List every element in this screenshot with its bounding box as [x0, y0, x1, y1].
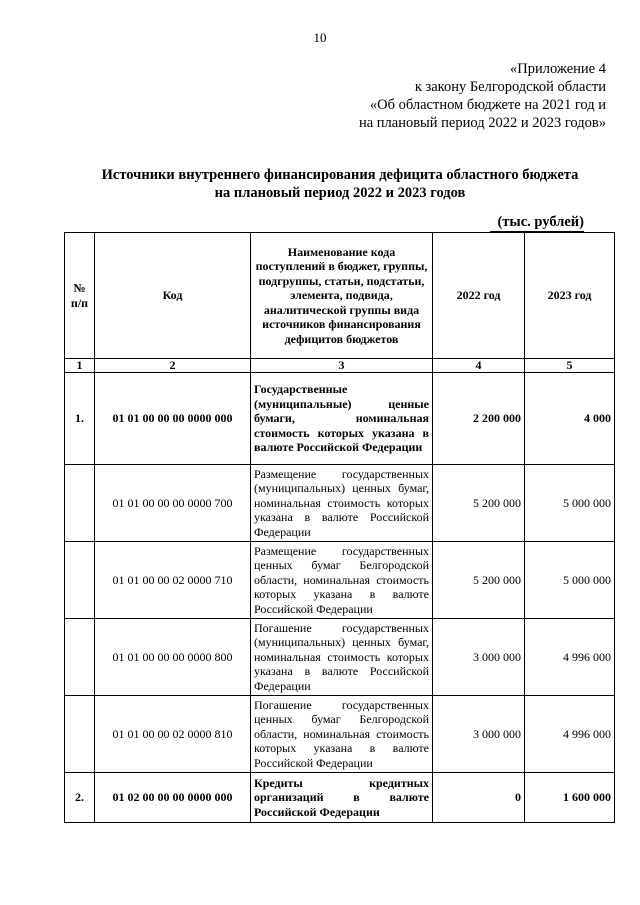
- row-value-2023: 4 996 000: [525, 619, 615, 696]
- appendix-line-4: на плановый период 2022 и 2023 годов»: [358, 115, 606, 131]
- row-code: 01 02 00 00 00 0000 000: [95, 773, 251, 823]
- table-header-row: [65, 233, 615, 359]
- row-value-2022: 0: [433, 773, 525, 823]
- row-name: Размещение государственных ценных бумаг Белгородской области, номинальная стоимость которых указана в валюте Российской Федерации: [251, 542, 433, 619]
- row-num: [65, 696, 95, 773]
- row-value-2022: 5 200 000: [433, 465, 525, 542]
- row-name: Погашение государственных ценных бумаг Белгородской области, номинальная стоимость которых указана в валюте Российской Федерации: [251, 696, 433, 773]
- row-name: Размещение государственных (муниципальных) ценных бумаг, номинальная стоимость которых указана в валюте Российской Федерации: [251, 465, 433, 542]
- row-code: 01 01 00 00 00 0000 800: [95, 619, 251, 696]
- row-value-2023: 4 000: [525, 373, 615, 465]
- col-number: 4: [433, 359, 525, 373]
- col-number: 1: [65, 359, 95, 373]
- row-code: 01 01 00 00 00 0000 700: [95, 465, 251, 542]
- row-value-2022: 5 200 000: [433, 542, 525, 619]
- row-num: [65, 619, 95, 696]
- title-line-1: Источники внутреннего финансирования дефицита областного бюджета: [101, 167, 579, 183]
- table-row: [65, 773, 615, 823]
- header-2023: 2023 год: [525, 233, 615, 359]
- column-number-row: [65, 359, 615, 373]
- title-line-2: на плановый период 2022 и 2023 годов: [214, 185, 466, 201]
- header-2022: 2022 год: [433, 233, 525, 359]
- col-number: 2: [95, 359, 251, 373]
- row-code: 01 01 00 00 02 0000 710: [95, 542, 251, 619]
- header-num: № п/п: [65, 233, 95, 359]
- appendix-header: [359, 60, 606, 132]
- table-row: [65, 373, 615, 465]
- row-value-2022: 3 000 000: [433, 619, 525, 696]
- row-code: 01 01 00 00 02 0000 810: [95, 696, 251, 773]
- row-name: Государственные (муниципальные) ценные бумаги, номинальная стоимость которых указана в валюте Российской Федерации: [251, 373, 433, 465]
- document-title: [60, 166, 620, 202]
- row-value-2023: 5 000 000: [525, 465, 615, 542]
- header-name: Наименование кода поступлений в бюджет, группы, подгруппы, статьи, подстатьи, элемента, подвида, аналитической группы вида источников финансирования дефицитов бюджетов: [251, 233, 433, 359]
- row-value-2023: 4 996 000: [525, 696, 615, 773]
- row-value-2022: 2 200 000: [433, 373, 525, 465]
- row-value-2022: 3 000 000: [433, 696, 525, 773]
- table-row: [65, 619, 615, 696]
- row-num: [65, 542, 95, 619]
- col-number: 3: [251, 359, 433, 373]
- units-label: (тыс. рублей): [497, 214, 584, 230]
- row-name: Погашение государственных (муниципальных) ценных бумаг, номинальная стоимость которых указана в валюте Российской Федерации: [251, 619, 433, 696]
- appendix-line-1: «Приложение 4: [510, 61, 606, 77]
- table-row: [65, 542, 615, 619]
- row-num: 1.: [65, 373, 95, 465]
- header-code: Код: [95, 233, 251, 359]
- financing-sources-table: [64, 232, 615, 823]
- table-row: [65, 696, 615, 773]
- row-num: [65, 465, 95, 542]
- table-row: [65, 465, 615, 542]
- row-num: 2.: [65, 773, 95, 823]
- row-name: Кредиты кредитных организаций в валюте Российской Федерации: [251, 773, 433, 823]
- appendix-line-3: «Об областном бюджете на 2021 год и: [369, 97, 606, 113]
- appendix-line-2: к закону Белгородской области: [414, 79, 606, 95]
- row-code: 01 01 00 00 00 0000 000: [95, 373, 251, 465]
- page-number: 10: [313, 30, 327, 45]
- row-value-2023: 5 000 000: [525, 542, 615, 619]
- col-number: 5: [525, 359, 615, 373]
- row-value-2023: 1 600 000: [525, 773, 615, 823]
